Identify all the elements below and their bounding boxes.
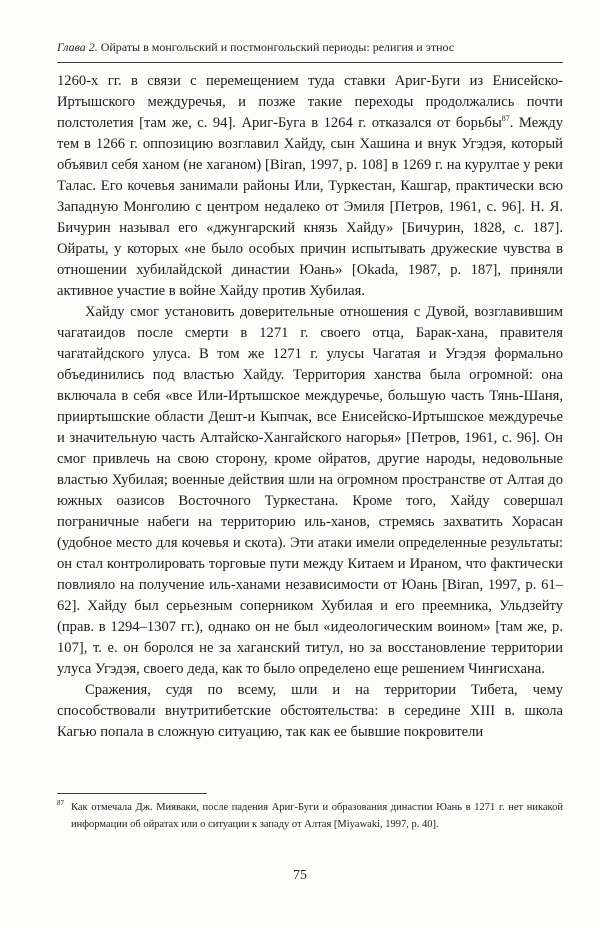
running-head-title: Ойраты в монгольский и постмонгольский периоды: религия и этнос bbox=[100, 40, 455, 54]
paragraph-1-text-continued: . Между тем в 1266 г. оппозицию возглавил Хайду, сын Хашина и внук Угэдэя, который объявил себя ханом (не хаганом) [Biran, 1997, p. 108] в 1269 г. на курултае у реки Талас. Его кочевья занимали районы Или, Туркестан, Кашгар, практически всю Западную Монголию с центром недалеко от Эмиля [Петров, 1961, с. 96]. Н. Я. Бичурин называл его «джунгарский князь Хайду» [Бичурин, 1828, с. 187]. Ойраты, у которых «не было особых причин испытывать дружеские чувства в отношении хубилайдской династии Юань» [Okada, 1987, p. 187], приняли активное участие в войне Хайду против Хубилая. bbox=[57, 115, 563, 299]
paragraph-1 bbox=[57, 71, 563, 302]
header-rule bbox=[57, 62, 563, 63]
running-head bbox=[57, 40, 557, 54]
page-number: 75 bbox=[293, 868, 307, 883]
footnote-mark: 87 bbox=[57, 799, 64, 807]
paragraph-2: Хайду смог установить доверительные отношения с Дувой, возглавившим чагатаидов после смерти в 1271 г. своего отца, Барак-хана, правителя чагатайдского улуса. В том же 1271 г. улусы Чагатая и Угэдэя формально объединились под властью Хайду. Территория ханства была огромной: она включала в себя «все Или-Иртышское междуречье, большую часть Тянь-Шаня, прииртышские области Дешт-и Кыпчак, все Енисейско-Иртышское междуречье и значительную часть Алтайско-Хангайского нагорья» [Петров, 1961, с. 96]. Он смог привлечь на свою сторону, кроме ойратов, другие народы, недовольные властью Хубилая; военные действия шли на огромном пространстве от Алтая до южных оазисов Восточного Туркестана. Кроме того, Хайду совершал пограничные набеги на территорию иль-ханов, стремясь захватить Хорасан (удобное место для кочевья и скота). Эти атаки имели определенные результаты: он стал контролировать торговые пути между Китаем и Ираном, что фактически повлияло на получение иль-ханами независимости от Юань [Biran, 1997, p. 61–62]. Хайду был серьезным соперником Хубилая и его преемника, Ульдзейту (прав. в 1294–1307 гг.), однако он не был «идеологическим воином» [там же, p. 107], т. е. он боролся не за хаганский титул, но за восстановление территории улуса Угэдэя, своего деда, как то было определено еще решением Чингисхана. bbox=[57, 304, 563, 677]
footnote bbox=[57, 799, 563, 833]
paragraph-1-text: 1260-х гг. в связи с перемещением туда ставки Ариг-Буги из Енисейско-Иртышского междуречья, и позже такие переходы продолжались почти полстолетия [там же, с. 94]. Ариг-Буга в 1264 г. отказался от борьбы bbox=[57, 73, 563, 131]
paragraph-3: Сражения, судя по всему, шли и на территории Тибета, чему способствовали внутритибетские обстоятельства: в середине XIII в. школа Кагью попала в сложную ситуацию, так как ее бывшие покровители bbox=[57, 682, 563, 740]
footnote-text: Как отмечала Дж. Мияваки, после падения Ариг-Буги и образования династии Юань в 1271 г. нет никакой информации об ойратах или о ситуации к западу от Алтая [Miyawaki, 1997, p. 40]. bbox=[71, 802, 563, 830]
footnote-rule bbox=[57, 793, 207, 794]
footnote-reference: 87 bbox=[501, 114, 510, 123]
body-text bbox=[57, 71, 563, 743]
running-head-chapter: Глава 2. bbox=[57, 40, 98, 54]
